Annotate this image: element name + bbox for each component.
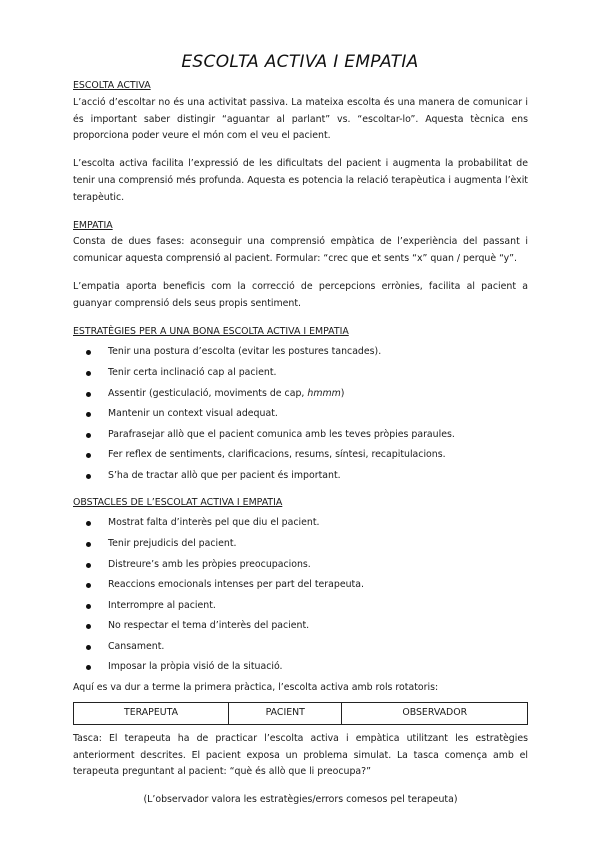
section-empatia	[73, 218, 528, 313]
bullet-icon	[86, 350, 91, 355]
bullet-icon	[86, 474, 91, 479]
bullet-icon	[86, 665, 91, 670]
obstacles-list	[73, 515, 528, 676]
list-item: Tenir prejudicis del pacient.	[86, 536, 528, 553]
section-obstacles	[73, 495, 528, 676]
strategies-list	[73, 344, 528, 484]
bullet-icon	[86, 604, 91, 609]
bullet-icon	[86, 521, 91, 526]
section-escolta-activa	[73, 78, 528, 207]
list-item: Imposar la pròpia visió de la situació.	[86, 659, 528, 676]
practice-intro: Aquí es va dur a terme la primera pràctica, l’escolta activa amb rols rotatoris:	[73, 682, 439, 694]
bullet-icon	[86, 433, 91, 438]
bullet-icon	[86, 412, 91, 417]
role-cell-observador: OBSERVADOR	[342, 702, 528, 724]
list-item: Fer reflex de sentiments, clarificacions, resums, síntesi, recapitulacions.	[86, 447, 528, 464]
task-paragraph: Tasca: El terapeuta ha de practicar l’escolta activa i empàtica utilitzant les estratègies anteriorment descrites. El pacient exposa un problema simulat. La tasca comença amb el terapeuta preguntant al pacient: “què és allò que li preocupa?”	[73, 732, 528, 778]
paragraph: L’empatia aporta beneficis com la correcció de percepcions errònies, facilita al pacient a guanyar comprensió dels seus propis sentiment.	[73, 280, 528, 309]
paragraph: L’acció d’escoltar no és una activitat passiva. La mateixa escolta és una manera de comunicar i és important saber distingir “aguantar al parlant” vs. “escoltar-lo”. Aquesta tècnica ens proporciona poder veure el món com el veu el pacient.	[73, 96, 528, 142]
list-item: Tenir una postura d’escolta (evitar les postures tancades).	[86, 344, 528, 361]
role-cell-pacient: PACIENT	[229, 702, 342, 724]
page-title: ESCOLTA ACTIVA I EMPATIA	[181, 52, 419, 72]
section-estrategies	[73, 324, 528, 485]
document-body	[73, 78, 528, 809]
list-item: Mantenir un context visual adequat.	[86, 406, 528, 423]
bullet-icon	[86, 563, 91, 568]
bullet-icon	[86, 542, 91, 547]
list-item: Cansament.	[86, 639, 528, 656]
list-item: Mostrat falta d’interès pel que diu el pacient.	[86, 515, 528, 532]
list-item: Assentir (gesticulació, moviments de cap, hmmm)	[86, 386, 528, 403]
list-item: Tenir certa inclinació cap al pacient.	[86, 365, 528, 382]
section-practice	[73, 680, 528, 809]
bullet-icon	[86, 453, 91, 458]
section-heading: EMPATIA	[73, 219, 113, 231]
list-item: Interrompre al pacient.	[86, 598, 528, 615]
list-item: No respectar el tema d’interès del pacient.	[86, 618, 528, 635]
list-item: Parafrasejar allò que el pacient comunica amb les teves pròpies paraules.	[86, 427, 528, 444]
section-heading: ESCOLTA ACTIVA	[73, 80, 151, 91]
bullet-icon	[86, 583, 91, 588]
list-item: S’ha de tractar allò que per pacient és important.	[86, 468, 528, 485]
table-row	[74, 702, 528, 724]
section-heading: ESTRATÈGIES PER A UNA BONA ESCOLTA ACTIVA I EMPATIA	[73, 325, 349, 337]
list-item: Reaccions emocionals intenses per part del terapeuta.	[86, 577, 528, 594]
bullet-icon	[86, 392, 91, 397]
bullet-icon	[86, 624, 91, 629]
paragraph: Consta de dues fases: aconseguir una comprensió empàtica de l’experiència del passant i comunicar aquesta comprensió al pacient. Formular: “crec que et sents “x” quan / perquè “y”.	[73, 236, 528, 265]
observer-note: (L’observador valora les estratègies/errors comesos pel terapeuta)	[143, 794, 458, 806]
section-heading: OBSTACLES DE L’ESCOLAT ACTIVA I EMPATIA	[73, 496, 283, 508]
bullet-icon	[86, 645, 91, 650]
list-item: Distreure’s amb les pròpies preocupacions.	[86, 557, 528, 574]
bullet-icon	[86, 371, 91, 376]
role-cell-terapeuta: TERAPEUTA	[74, 702, 229, 724]
paragraph: L’escolta activa facilita l’expressió de les dificultats del pacient i augmenta la probabilitat de tenir una comprensió més profunda. Aquesta es potencia la relació terapèutica i augmenta l’èxit terapèutic.	[73, 158, 528, 203]
roles-table	[73, 702, 528, 725]
